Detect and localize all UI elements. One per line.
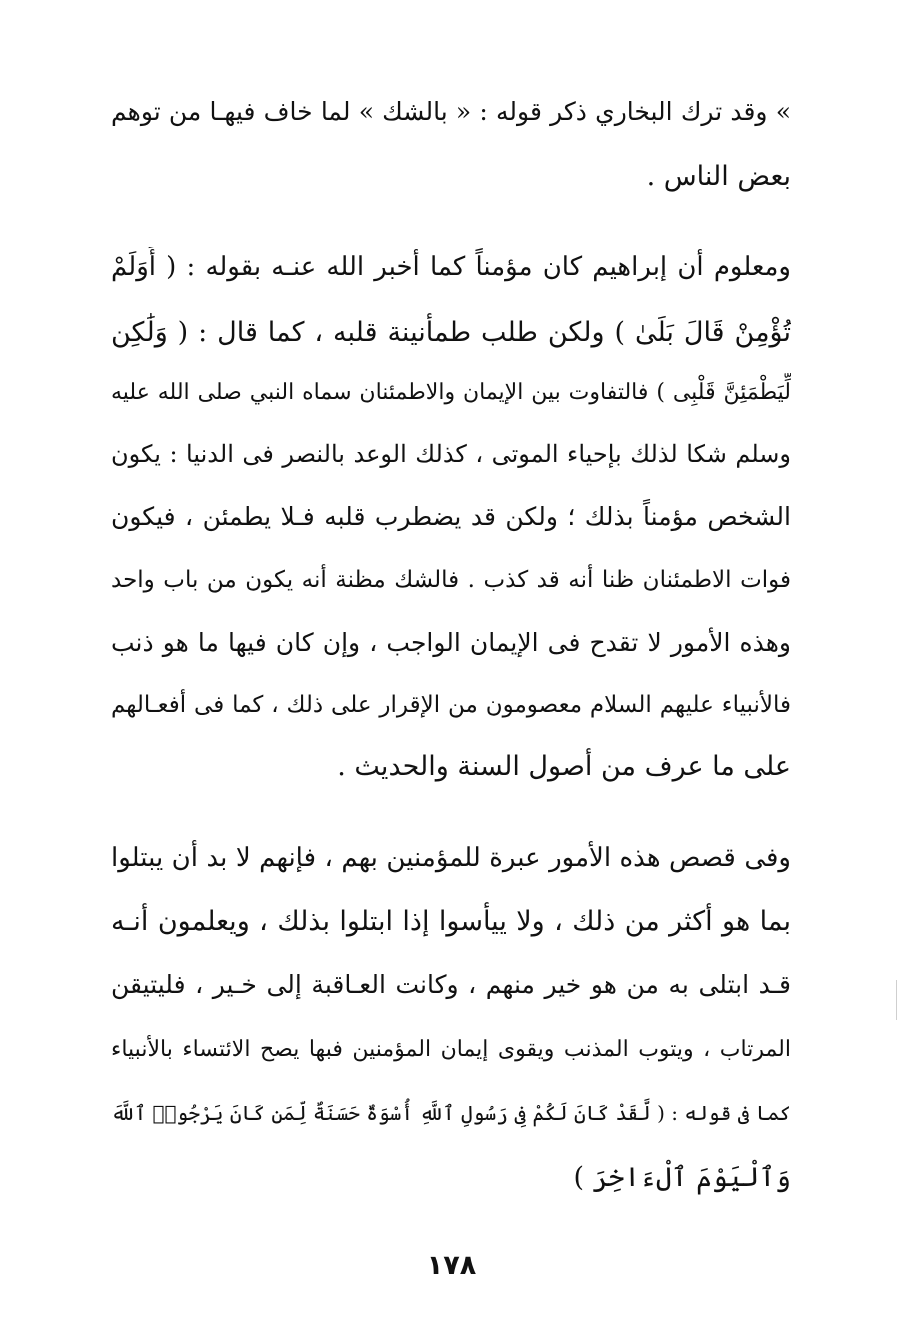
text-line-16: كما فى قوله : ( لَّقَدْ كَانَ لَكُمْ فِى رَسُولِ ٱللَّهِ أُسْوَةٌ حَسَنَةٌ لِّمَن كَانَ يَرْجُوا۟ ٱللَّهَ — [111, 1101, 791, 1125]
text-line-13: بما هو أكثر من ذلك ، ولا ييأسوا إذا ابتلوا بذلك ، ويعلمون أنـه — [111, 906, 791, 937]
text-line-7: الشخص مؤمناً بذلك ؛ ولكن قد يضطرب قلبه فـلا يطمئن ، فيكون — [111, 502, 791, 531]
page-edge-mark — [896, 980, 897, 1020]
text-line-11: على ما عرف من أصول السنة والحديث . — [337, 751, 791, 782]
text-line-3: ومعلوم أن إبراهيم كان مؤمناً كما أخبر الله عنـه بقوله : ( أَوَلَمْ — [111, 252, 791, 282]
text-line-1: » وقد ترك البخاري ذكر قوله : « بالشك » لما خاف فيهـا من توهم — [111, 97, 791, 126]
text-line-8: فوات الاطمئنان ظنا أنه قد كذب . فالشك مظنة أنه يكون من باب واحد — [111, 567, 791, 593]
page-number: ١٧٨ — [426, 1250, 477, 1281]
text-line-9: وهذه الأمور لا تقدح فى الإيمان الواجب ، وإن كان فيها ما هو ذنب — [111, 628, 791, 657]
text-line-6: وسلم شكا لذلك بإحياء الموتى ، كذلك الوعد بالنصر فى الدنيا : يكون — [111, 440, 791, 468]
text-line-2: بعض الناس . — [646, 161, 791, 192]
text-line-15: المرتاب ، ويتوب المذنب ويقوى إيمان المؤمنين فبها يصح الائتساء بالأنبياء — [111, 1037, 791, 1062]
text-line-17: وَٱلْيَوْمَ ٱلْءَاخِرَ ) — [573, 1162, 791, 1193]
text-line-4: تُؤْمِنْ قَالَ بَلَىٰ ) ولكن طلب طمأنينة قلبه ، كما قال : ( وَلَٰكِن — [111, 317, 791, 348]
text-line-5: لِّيَطْمَئِنَّ قَلْبِى ) فالتفاوت بين الإيمان والاطمئنان سماه النبي صلى الله عليه — [111, 380, 791, 405]
text-line-14: قـد ابتلى به من هو خير منهم ، وكانت العـاقبة إلى خـير ، فليتيقن — [111, 970, 791, 999]
text-line-12: وفى قصص هذه الأمور عبرة للمؤمنين بهم ، فإنهم لا بد أن يبتلوا — [111, 843, 791, 873]
text-line-10: فالأنبياء عليهم السلام معصومون من الإقرار على ذلك ، كما فى أفعـالهم — [111, 692, 791, 718]
